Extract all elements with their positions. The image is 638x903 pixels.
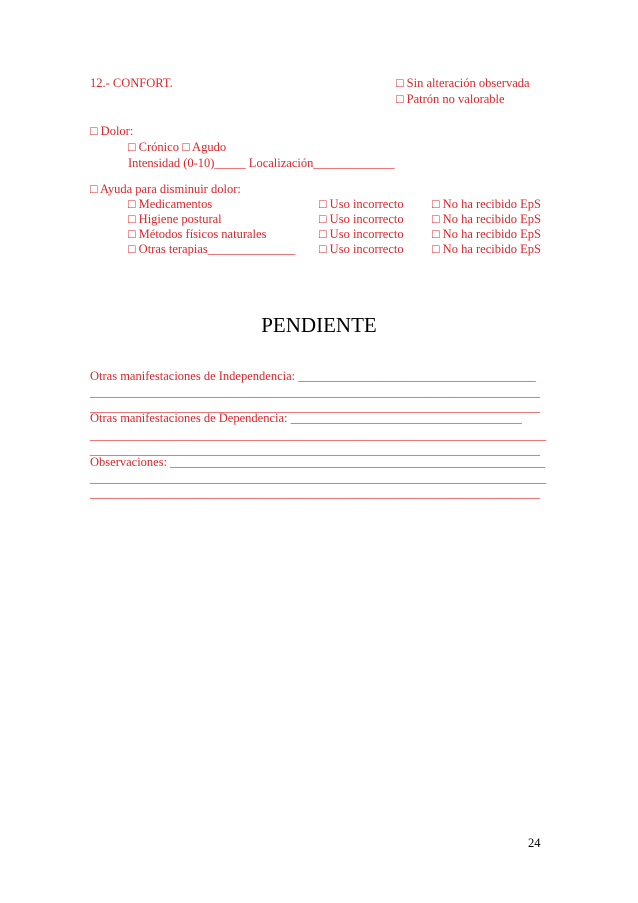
dolor-intensidad-localizacion: Intensidad (0-10)_____ Localización_____________ bbox=[128, 156, 395, 170]
checkbox-metodos-fisicos[interactable]: □ Métodos físicos naturales bbox=[128, 227, 267, 241]
independencia-field[interactable]: Otras manifestaciones de Independencia: ______________________________________ bbox=[90, 369, 536, 383]
checkbox-no-eps[interactable]: □ No ha recibido EpS bbox=[432, 242, 541, 256]
checkbox-uso-incorrecto[interactable]: □ Uso incorrecto bbox=[319, 212, 404, 226]
checkbox-ayuda-dolor[interactable]: □ Ayuda para disminuir dolor: bbox=[90, 182, 241, 196]
checkbox-dolor[interactable]: □ Dolor: bbox=[90, 124, 134, 138]
independencia-line[interactable]: ________________________________________________________________________ bbox=[90, 385, 540, 399]
dependencia-line[interactable]: ________________________________________________________________________ bbox=[90, 443, 540, 457]
checkbox-no-eps[interactable]: □ No ha recibido EpS bbox=[432, 197, 541, 211]
dependencia-line[interactable]: _________________________________________________________________________ bbox=[90, 428, 547, 442]
dependencia-field[interactable]: Otras manifestaciones de Dependencia: _____________________________________ bbox=[90, 411, 522, 425]
checkbox-sin-alteracion[interactable]: □ Sin alteración observada bbox=[396, 76, 530, 90]
checkbox-uso-incorrecto[interactable]: □ Uso incorrecto bbox=[319, 227, 404, 241]
checkbox-no-eps[interactable]: □ No ha recibido EpS bbox=[432, 227, 541, 241]
checkbox-uso-incorrecto[interactable]: □ Uso incorrecto bbox=[319, 197, 404, 211]
checkbox-no-eps[interactable]: □ No ha recibido EpS bbox=[432, 212, 541, 226]
independencia-line[interactable]: ________________________________________________________________________ bbox=[90, 400, 540, 414]
page-number: 24 bbox=[528, 836, 541, 850]
observaciones-line[interactable]: ________________________________________________________________________ bbox=[90, 486, 540, 500]
checkbox-higiene-postural[interactable]: □ Higiene postural bbox=[128, 212, 222, 226]
checkbox-otras-terapias[interactable]: □ Otras terapias______________ bbox=[128, 242, 296, 256]
pendiente-title: PENDIENTE bbox=[261, 313, 377, 337]
checkbox-uso-incorrecto[interactable]: □ Uso incorrecto bbox=[319, 242, 404, 256]
checkbox-patron-no-valorable[interactable]: □ Patrón no valorable bbox=[396, 92, 505, 106]
checkbox-dolor-tipo[interactable]: □ Crónico □ Agudo bbox=[128, 140, 227, 154]
observaciones-field[interactable]: Observaciones: ____________________________________________________________ bbox=[90, 455, 546, 469]
observaciones-line[interactable]: _________________________________________________________________________ bbox=[90, 471, 547, 485]
section-title: 12.- CONFORT. bbox=[90, 76, 173, 90]
checkbox-medicamentos[interactable]: □ Medicamentos bbox=[128, 197, 213, 211]
